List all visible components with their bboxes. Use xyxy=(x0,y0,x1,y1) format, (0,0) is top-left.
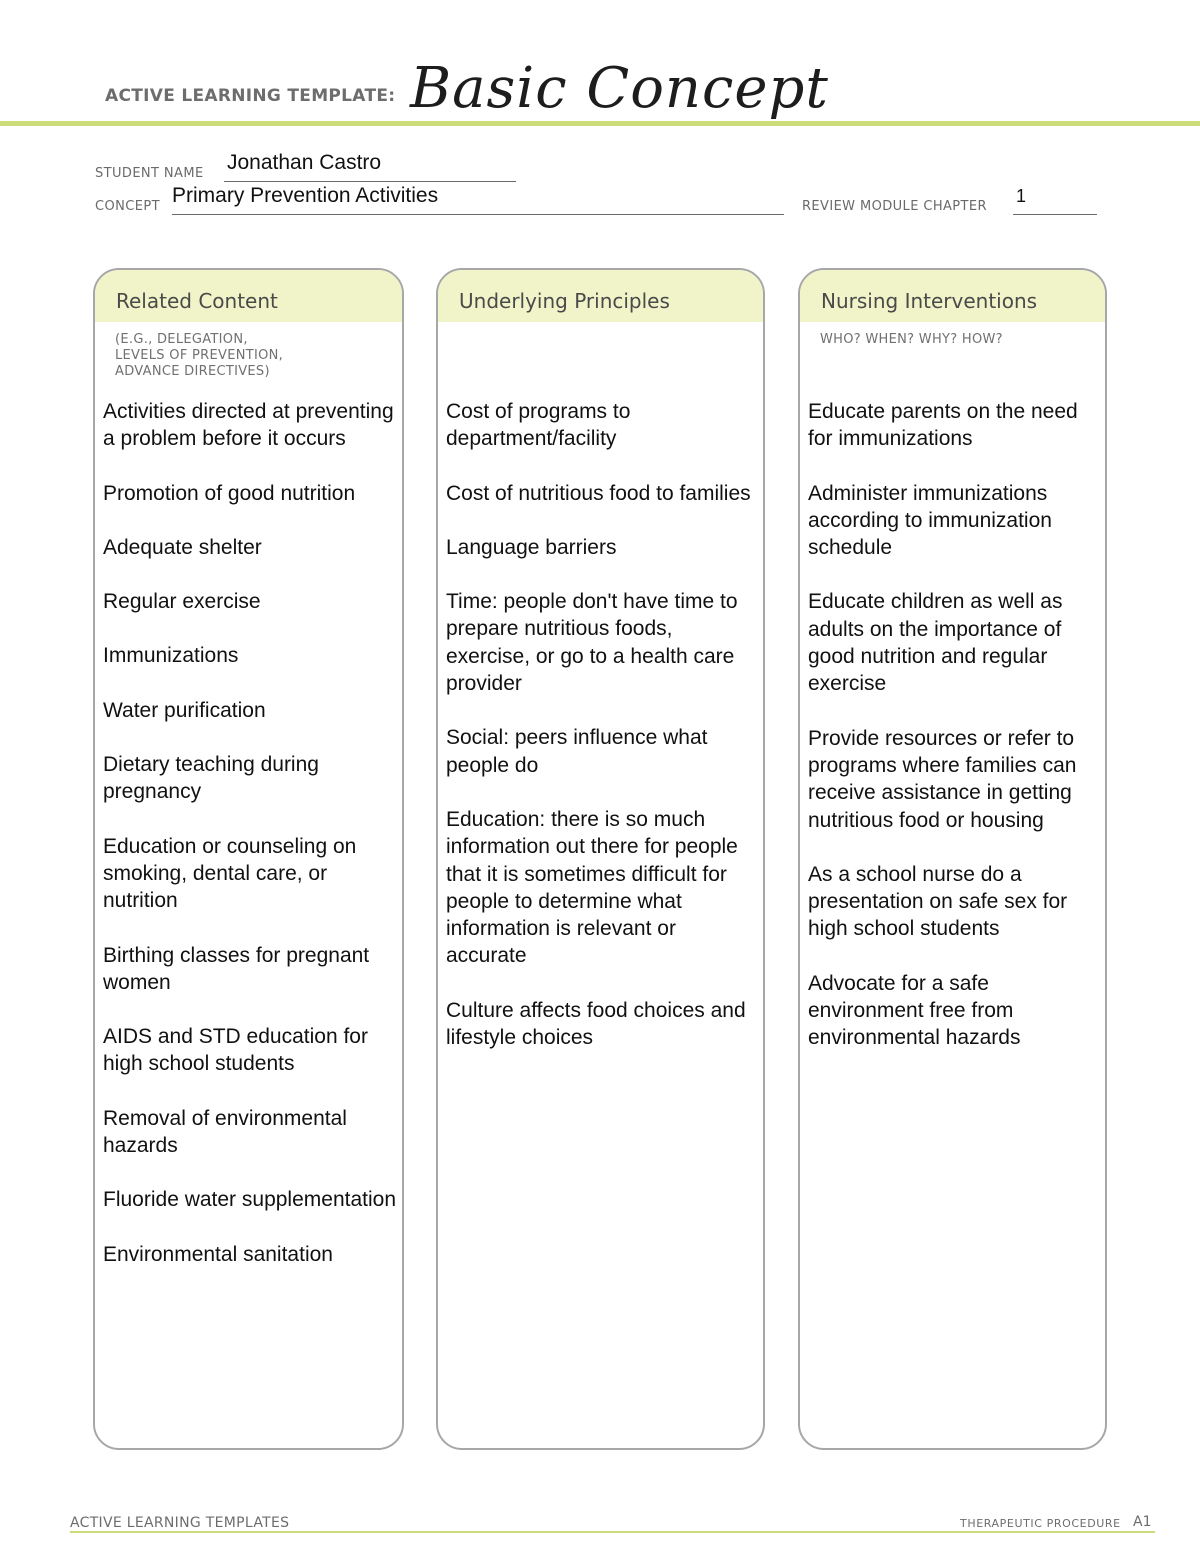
list-item: Fluoride water supplementation xyxy=(103,1188,396,1212)
list-item: Environmental sanitation xyxy=(103,1242,333,1266)
footer-right-text: THERAPEUTIC PROCEDURE xyxy=(960,1517,1121,1530)
page-title: Basic Concept xyxy=(410,56,829,121)
list-item: Water purification xyxy=(103,698,266,722)
review-chapter-underline xyxy=(1013,214,1097,215)
panel-header xyxy=(95,270,402,322)
panel-content xyxy=(808,398,1099,1079)
panel-title: Underlying Principles xyxy=(459,289,670,313)
panel-content xyxy=(446,398,757,1078)
list-item: AIDS and STD education for high school students xyxy=(103,1025,368,1076)
list-item: Immunizations xyxy=(103,644,239,668)
list-item: Regular exercise xyxy=(103,590,261,614)
list-item: Adequate shelter xyxy=(103,535,262,559)
related-content-panel xyxy=(93,268,404,1450)
concept-label: CONCEPT xyxy=(95,199,160,214)
list-item: Time: people don't have time to prepare nutritious foods, exercise, or go to a health care provider xyxy=(446,590,738,696)
list-item: Educate children as well as adults on the importance of good nutrition and regular exercise xyxy=(808,590,1063,696)
panel-title: Related Content xyxy=(116,289,278,313)
concept-underline xyxy=(172,214,784,215)
list-item: Administer immunizations according to immunization schedule xyxy=(808,481,1052,560)
list-item: Culture affects food choices and lifestyle choices xyxy=(446,998,746,1050)
list-item: Promotion of good nutrition xyxy=(103,481,356,505)
list-item: Language barriers xyxy=(446,535,617,559)
nursing-interventions-panel xyxy=(798,268,1107,1450)
list-item: Advocate for a safe environment free from environmental hazards xyxy=(808,971,1021,1050)
panel-title: Nursing Interventions xyxy=(821,289,1038,313)
header-divider xyxy=(0,121,1200,126)
review-chapter-label: REVIEW MODULE CHAPTER xyxy=(802,199,987,214)
panel-content xyxy=(103,398,396,1295)
subtitle-line: (E.G., DELEGATION, xyxy=(115,332,248,347)
list-item: Activities directed at preventing a problem before it occurs xyxy=(103,400,394,451)
student-name-label: STUDENT NAME xyxy=(95,166,204,181)
footer-page-code: A1 xyxy=(1133,1514,1152,1530)
list-item: Removal of environmental hazards xyxy=(103,1106,347,1158)
list-item: Education or counseling on smoking, dental care, or nutrition xyxy=(103,834,357,913)
template-label: ACTIVE LEARNING TEMPLATE: xyxy=(105,86,396,106)
subtitle-line: ADVANCE DIRECTIVES) xyxy=(115,364,270,379)
student-name-value[interactable]: Jonathan Castro xyxy=(227,151,382,174)
footer-divider xyxy=(70,1531,1155,1533)
subtitle-line: LEVELS OF PREVENTION, xyxy=(115,348,284,363)
concept-value[interactable]: Primary Prevention Activities xyxy=(172,184,439,207)
list-item: Social: peers influence what people do xyxy=(446,726,708,777)
footer-left-text: ACTIVE LEARNING TEMPLATES xyxy=(70,1515,290,1531)
list-item: Education: there is so much information out there for people that it is sometimes difficult for people to determine what information is relevant or accurate xyxy=(446,807,738,968)
subtitle-line: WHO? WHEN? WHY? HOW? xyxy=(820,332,1003,347)
list-item: Birthing classes for pregnant women xyxy=(103,943,370,994)
list-item: Cost of programs to department/facility xyxy=(446,400,631,451)
panel-header xyxy=(438,270,763,322)
panel-header xyxy=(800,270,1105,322)
student-name-underline xyxy=(224,181,516,182)
review-chapter-value[interactable]: 1 xyxy=(1016,186,1027,206)
list-item: Provide resources or refer to programs where families can receive assistance in getting nutritious food or housing xyxy=(808,726,1077,832)
panel-subtitle xyxy=(115,332,283,380)
list-item: Dietary teaching during pregnancy xyxy=(103,753,319,804)
underlying-principles-panel xyxy=(436,268,765,1450)
list-item: Cost of nutritious food to families xyxy=(446,481,751,505)
list-item: As a school nurse do a presentation on safe sex for high school students xyxy=(808,862,1068,941)
list-item: Educate parents on the need for immunizations xyxy=(808,400,1078,451)
panel-subtitle xyxy=(820,332,1003,348)
